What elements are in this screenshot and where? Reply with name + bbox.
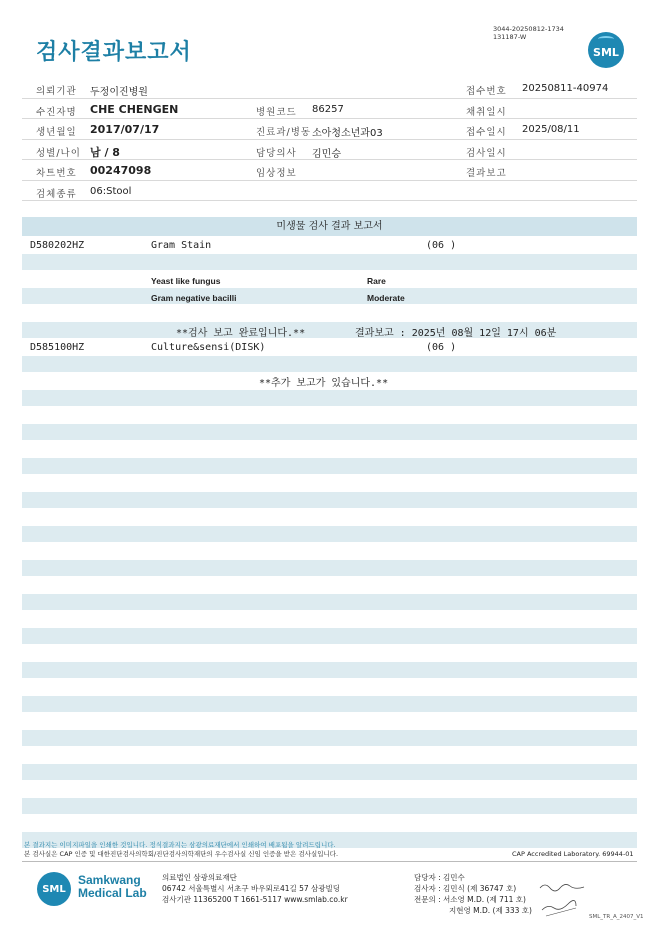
info-value: 두정이진병원 [90, 87, 148, 98]
test-name: Gram Stain [151, 240, 212, 251]
info-row [22, 78, 637, 99]
info-label: 병원코드 [256, 106, 297, 118]
footer-brand: Samkwang Medical Lab [78, 873, 147, 900]
info-label: 차트번호 [36, 168, 77, 179]
test-code: D580202HZ [30, 240, 85, 251]
image-copy-notice: 본 결과지는 이미지파일을 인쇄한 것입니다. 정식결과지는 삼광의료재단에서 인쇄하여 배포됨을 알려드립니다. [24, 841, 336, 849]
report-complete-message: **검사 보고 완료입니다.** [176, 328, 306, 339]
footer-logo-icon: SML [37, 872, 71, 906]
report-section-header: 미생물 검사 결과 보고서 [22, 217, 637, 236]
finding-name: Gram negative bacilli [151, 293, 237, 303]
patient-info-table [22, 78, 637, 201]
info-label: 임상정보 [256, 168, 297, 179]
info-row [22, 140, 637, 161]
report-row-stripe [22, 696, 637, 712]
report-row-stripe [22, 492, 637, 508]
specimen-code: (06 ) [426, 240, 457, 251]
info-label: 접수번호 [466, 86, 507, 97]
info-value: 남 / 8 [90, 145, 120, 159]
document-id: 3044-20250812-1734 131187-W [493, 25, 564, 41]
info-label: 생년월일 [36, 127, 77, 138]
cap-accreditation: CAP Accredited Laboratory. 69944-01 [512, 850, 634, 858]
info-label: 수진자명 [36, 106, 77, 118]
info-value: 00247098 [90, 164, 152, 177]
info-value: 소아청소년과03 [312, 128, 383, 139]
report-row-stripe [22, 798, 637, 814]
specimen-code: (06 ) [426, 342, 457, 353]
report-row-stripe [22, 560, 637, 576]
finding-value: Rare [367, 276, 386, 286]
info-row [22, 181, 637, 202]
report-row-stripe [22, 254, 637, 270]
report-row-stripe [22, 730, 637, 746]
report-row-stripe [22, 424, 637, 440]
info-row [22, 99, 637, 120]
info-label: 접수일시 [466, 127, 507, 138]
report-row-stripe [22, 628, 637, 644]
info-label: 검체종류 [36, 188, 77, 200]
info-value: 06:Stool [90, 185, 132, 197]
info-value: 86257 [312, 103, 344, 115]
report-time: 결과보고 : 2025년 08월 12일 17시 06분 [355, 328, 557, 339]
signature-image [538, 880, 588, 920]
footer-address: 의료법인 삼광의료재단 06742 서울특별시 서초구 바우뫼로41길 57 삼광빌딩 검사기관 11365200 T 1661-5117 www.smlab.co.kr [162, 873, 348, 904]
info-label: 성별/나이 [36, 147, 81, 159]
footer-divider [22, 861, 637, 862]
report-row-stripe [22, 526, 637, 542]
info-label: 의뢰기관 [36, 86, 77, 97]
test-name: Culture&sensi(DISK) [151, 342, 266, 353]
report-row-stripe [22, 288, 637, 304]
info-label: 진료과/병동 [256, 127, 312, 138]
info-row [22, 160, 637, 181]
report-row-stripe [22, 458, 637, 474]
page-title: 검사결과보고서 [36, 40, 192, 65]
report-row-stripe [22, 662, 637, 678]
info-label: 채취일시 [466, 106, 507, 118]
report-row-stripe [22, 390, 637, 406]
footer-staff: 담당자 : 김민수 검사자 : 김민식 (제 36747 호) 전문의 : 서소영 M.D. (제 711 호) 지현영 M.D. (제 333 호) [414, 873, 532, 915]
sml-logo: SML [588, 32, 624, 68]
accreditation-notice: 본 검사실은 CAP 인증 및 대한진단검사의학회/진단검사의학재단의 우수검사실 신임 인증을 받은 검사실입니다. [24, 850, 339, 858]
info-value: 2017/07/17 [90, 123, 160, 136]
report-row-stripe [22, 594, 637, 610]
form-code: SML_TR_A_2407_V1 [589, 914, 644, 920]
info-label: 담당의사 [256, 147, 297, 159]
test-code: D585100HZ [30, 342, 85, 353]
additional-report-message: **추가 보고가 있습니다.** [259, 378, 389, 389]
info-label: 검사일시 [466, 147, 507, 159]
finding-value: Moderate [367, 293, 405, 303]
info-value: 김민승 [312, 148, 341, 160]
report-row-stripe [22, 764, 637, 780]
report-row-stripe [22, 356, 637, 372]
info-value: 2025/08/11 [522, 124, 580, 135]
info-value: CHE CHENGEN [90, 102, 179, 116]
finding-name: Yeast like fungus [151, 276, 221, 286]
info-label: 결과보고 [466, 168, 507, 179]
info-value: 20250811-40974 [522, 83, 609, 94]
info-row [22, 119, 637, 140]
